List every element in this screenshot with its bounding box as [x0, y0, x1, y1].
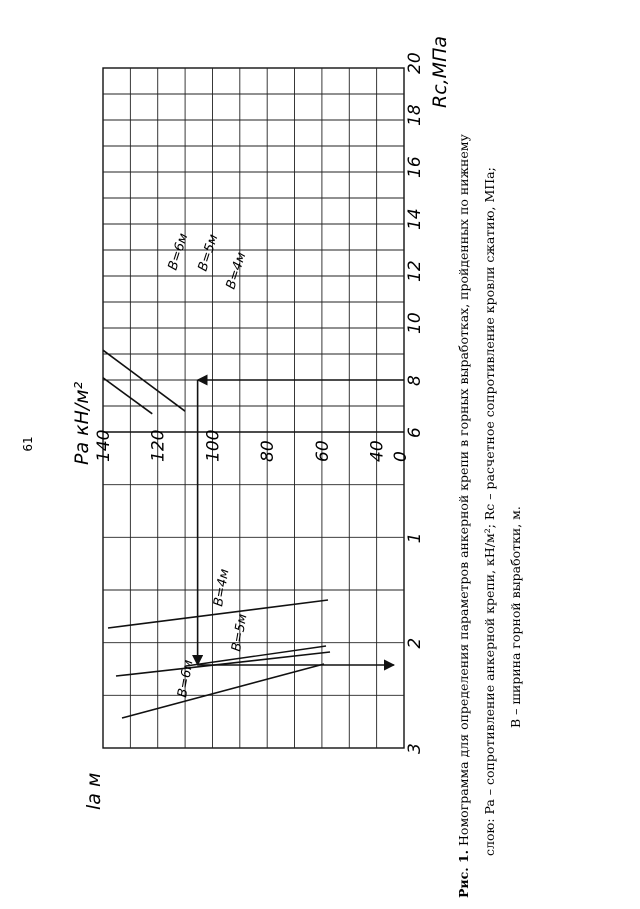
pa-tick-label: 60 — [312, 440, 333, 462]
chart-grid — [103, 68, 404, 748]
series-upper-line — [103, 378, 152, 414]
series-lower-label: B=5м — [229, 612, 251, 653]
series-upper-label: B=4м — [223, 250, 250, 292]
pa-tick-label: 140 — [94, 429, 114, 462]
caption-line-3: B – ширина горной выработки, м. — [508, 506, 523, 728]
caption-line-1 — [456, 133, 471, 898]
caption-line-2: слою: Pa – сопротивление анкерной крепи, кН/м²; Rc – расчетное сопротивление кровли сжатию, МПа; — [482, 167, 497, 856]
series-lower-label: B=6м — [175, 658, 197, 699]
rc-tick-label: 12 — [405, 260, 425, 282]
series-upper-line — [103, 350, 185, 411]
series-lower-line — [186, 646, 326, 666]
la-axis-label: la м — [83, 772, 105, 810]
rc-tick-label: 18 — [405, 104, 425, 126]
series-lower-line — [116, 652, 330, 676]
pa-tick-label: 80 — [258, 440, 279, 462]
pa-tick-label: 100 — [203, 429, 224, 462]
caption-label: Рис. 1. — [456, 849, 471, 898]
rc-tick-label: 10 — [405, 312, 425, 334]
rc-axis-label: Rc,МПа — [429, 35, 451, 108]
pa-tick-label: 120 — [148, 429, 169, 462]
rc-tick-label: 20 — [405, 52, 425, 74]
la-tick-label: 2 — [405, 637, 425, 649]
pa-tick-label: 0 — [391, 451, 411, 462]
rc-tick-label: 6 — [405, 427, 425, 438]
pa-axis-label: Pa кН/м² — [71, 381, 93, 465]
series-lower-label: B=4м — [211, 567, 233, 608]
rc-tick-label: 16 — [405, 156, 425, 178]
rc-tick-label: 8 — [405, 375, 425, 386]
caption-text-1: Номограмма для определения параметров анкерной крепи в горных выработках, пройденных по нижнему — [456, 134, 471, 850]
series-upper-label: B=5м — [195, 232, 222, 274]
tick-labels — [94, 52, 425, 754]
chart-frame — [103, 68, 404, 748]
chart-lines — [103, 231, 404, 718]
rc-tick-label: 14 — [405, 208, 425, 230]
pa-tick-label: 40 — [367, 440, 388, 462]
page-number: 61 — [21, 436, 35, 452]
series-upper-label: B=6м — [165, 231, 192, 273]
la-tick-label: 1 — [405, 532, 425, 544]
figure-caption — [456, 133, 523, 898]
la-tick-label: 3 — [405, 743, 425, 754]
